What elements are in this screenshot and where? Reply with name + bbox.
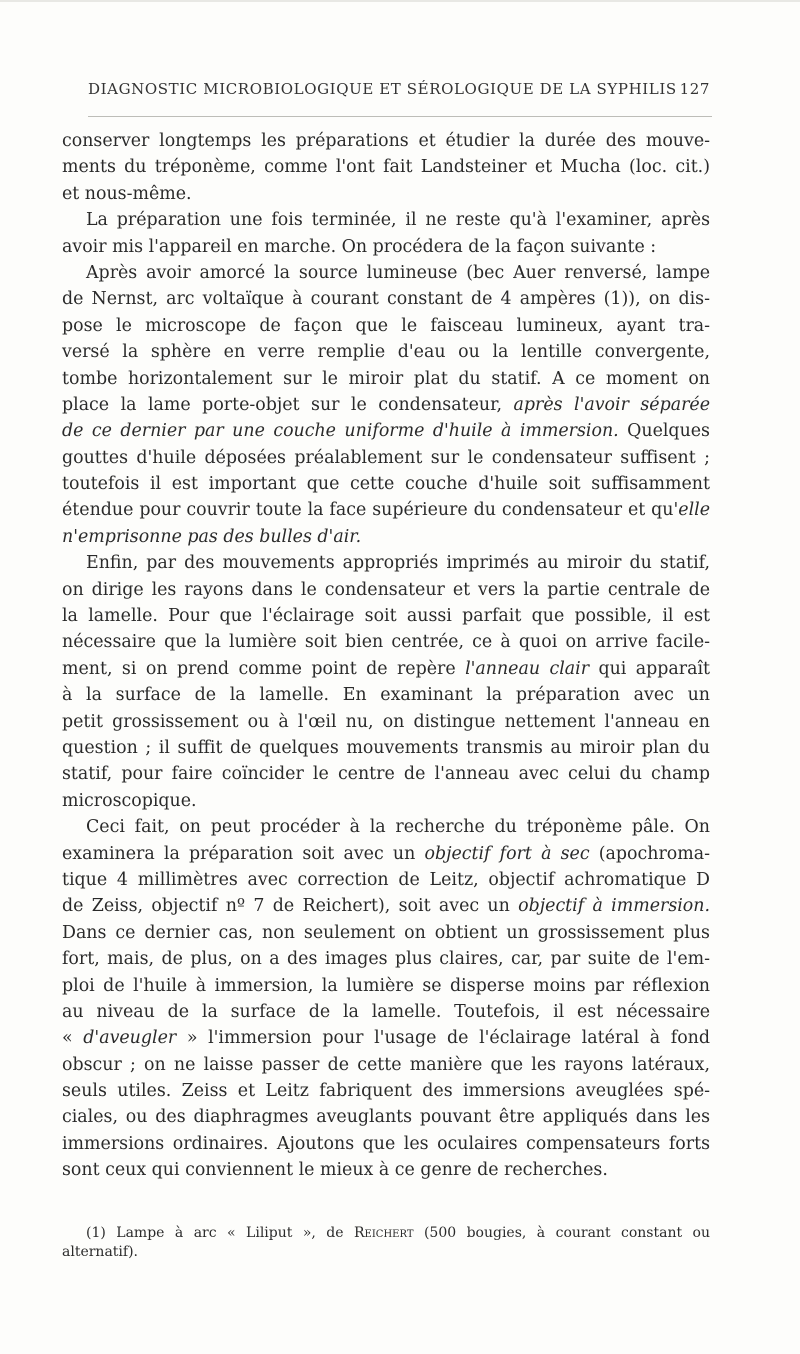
text-segment: place la lame porte-objet sur le condensateur, <box>62 394 503 415</box>
text-line <box>62 1025 710 1051</box>
text-segment: de Zeiss, objectif nº 7 de Reichert), soit avec un <box>62 896 510 917</box>
text-line: tombe horizontalement sur le miroir plat du statif. A ce moment on <box>62 368 710 389</box>
text-line: ciales, ou des diaphragmes aveuglants pouvant être appliqués dans les <box>62 1107 710 1128</box>
header-rule <box>88 116 712 117</box>
text-segment: (1) Lampe à arc « Liliput », de <box>86 1225 354 1241</box>
text-segment: (apochroma- <box>598 843 710 864</box>
footnote <box>62 1224 710 1262</box>
text-line <box>62 497 710 523</box>
text-line: petit grossissement ou à l'œil nu, on distingue nettement l'anneau en <box>62 711 710 732</box>
text-line: la lamelle. Pour que l'éclairage soit aussi parfait que possible, il est <box>62 606 710 627</box>
text-line: statif, pour faire coïncider le centre de l'anneau avec celui du champ <box>62 764 710 785</box>
text-line: conserver longtemps les préparations et étudier la durée des mouve- <box>62 131 710 151</box>
text-segment: qui apparaît <box>598 658 711 679</box>
page-top-edge <box>0 0 800 2</box>
small-caps-segment: Reichert <box>354 1225 414 1241</box>
text-line: nécessaire que la lumière soit bien centrée, ce à quoi on arrive facile- <box>62 632 710 653</box>
text-line: Dans ce dernier cas, non seulement on obtient un grossissement plus <box>62 922 710 943</box>
italic-segment: elle <box>678 500 710 521</box>
text-line: obscur ; on ne laisse passer de cette manière que les rayons latéraux, <box>62 1054 710 1075</box>
text-line: Ceci fait, on peut procéder à la recherche du tréponème pâle. On <box>86 817 710 838</box>
italic-segment: de ce dernier par une couche uniforme d'huile à immersion. <box>62 421 619 442</box>
text-line: microscopique. <box>62 790 197 811</box>
text-line: et nous-même. <box>62 183 192 204</box>
text-line: ploi de l'huile à immersion, la lumière se disperse moins par réflexion <box>62 975 710 996</box>
text-line: n'emprisonne pas des bulles d'air. <box>62 526 362 547</box>
text-line: versé la sphère en verre remplie d'eau ou la lentille convergente, <box>62 342 710 363</box>
page-number: 127 <box>679 80 710 98</box>
footnote-line <box>62 1224 710 1243</box>
footnote-line: alternatif). <box>62 1244 138 1260</box>
italic-segment: après l'avoir séparée <box>513 394 710 415</box>
running-head-title: DIAGNOSTIC MICROBIOLOGIQUE ET SÉROLOGIQUE DE LA SYPHILIS <box>88 80 677 98</box>
italic-segment: objectif à immersion. <box>518 896 711 917</box>
text-line <box>62 841 710 867</box>
body-text <box>62 128 710 1184</box>
text-line: seuls utiles. Zeiss et Leitz fabriquent des immersions aveuglées spé- <box>62 1081 710 1102</box>
text-segment: examinera la préparation soit avec un <box>62 843 416 864</box>
running-head <box>88 80 712 102</box>
text-line: sont ceux qui conviennent le mieux à ce genre de recherches. <box>62 1160 608 1181</box>
text-line: Enfin, par des mouvements appropriés imprimés au miroir du statif, <box>86 553 710 574</box>
text-line: tique 4 millimètres avec correction de Leitz, objectif achromatique D <box>62 869 710 890</box>
text-line: question ; il suffit de quelques mouvements transmis au miroir plan du <box>62 737 710 758</box>
text-line: au niveau de la surface de la lamelle. Toutefois, il est nécessaire <box>62 1001 710 1022</box>
text-line: on dirige les rayons dans le condensateur et vers la partie centrale de <box>62 579 710 600</box>
text-line <box>62 893 710 919</box>
text-segment: (500 bougies, à courant constant ou <box>413 1225 710 1241</box>
text-line <box>62 418 710 444</box>
text-line <box>62 656 710 682</box>
text-line: gouttes d'huile déposées préalablement sur le condensateur suffisent ; <box>62 447 710 468</box>
italic-segment: objectif fort à sec <box>424 843 590 864</box>
text-line <box>62 392 710 418</box>
text-segment: étendue pour couvrir toute la face supérieure du condensateur et qu' <box>62 500 679 521</box>
text-segment: Quelques <box>627 421 710 442</box>
text-line: toutefois il est important que cette couche d'huile soit suffisamment <box>62 474 710 495</box>
text-line: pose le microscope de façon que le faisceau lumineux, ayant tra- <box>62 315 710 336</box>
italic-segment: d'aveugler <box>83 1028 177 1049</box>
text-line: immersions ordinaires. Ajoutons que les oculaires compensateurs forts <box>62 1133 710 1154</box>
text-segment: « <box>62 1028 84 1049</box>
text-line: avoir mis l'appareil en marche. On procédera de la façon suivante : <box>62 236 657 257</box>
text-line: fort, mais, de plus, on a des images plus claires, car, par suite de l'em- <box>62 949 710 970</box>
text-line: Après avoir amorcé la source lumineuse (bec Auer renversé, lampe <box>86 262 710 283</box>
text-line: ments du tréponème, comme l'ont fait Landsteiner et Mucha (loc. cit.) <box>62 157 710 178</box>
text-segment: ment, si on prend comme point de repère <box>62 658 456 679</box>
text-segment: » l'immersion pour l'usage de l'éclairage latéral à fond <box>176 1028 711 1049</box>
italic-segment: l'anneau clair <box>465 658 590 679</box>
text-line: à la surface de la lamelle. En examinant la préparation avec un <box>62 685 710 706</box>
text-line: La préparation une fois terminée, il ne reste qu'à l'examiner, après <box>86 210 710 231</box>
text-line: de Nernst, arc voltaïque à courant constant de 4 ampères (1)), on dis- <box>62 289 710 310</box>
